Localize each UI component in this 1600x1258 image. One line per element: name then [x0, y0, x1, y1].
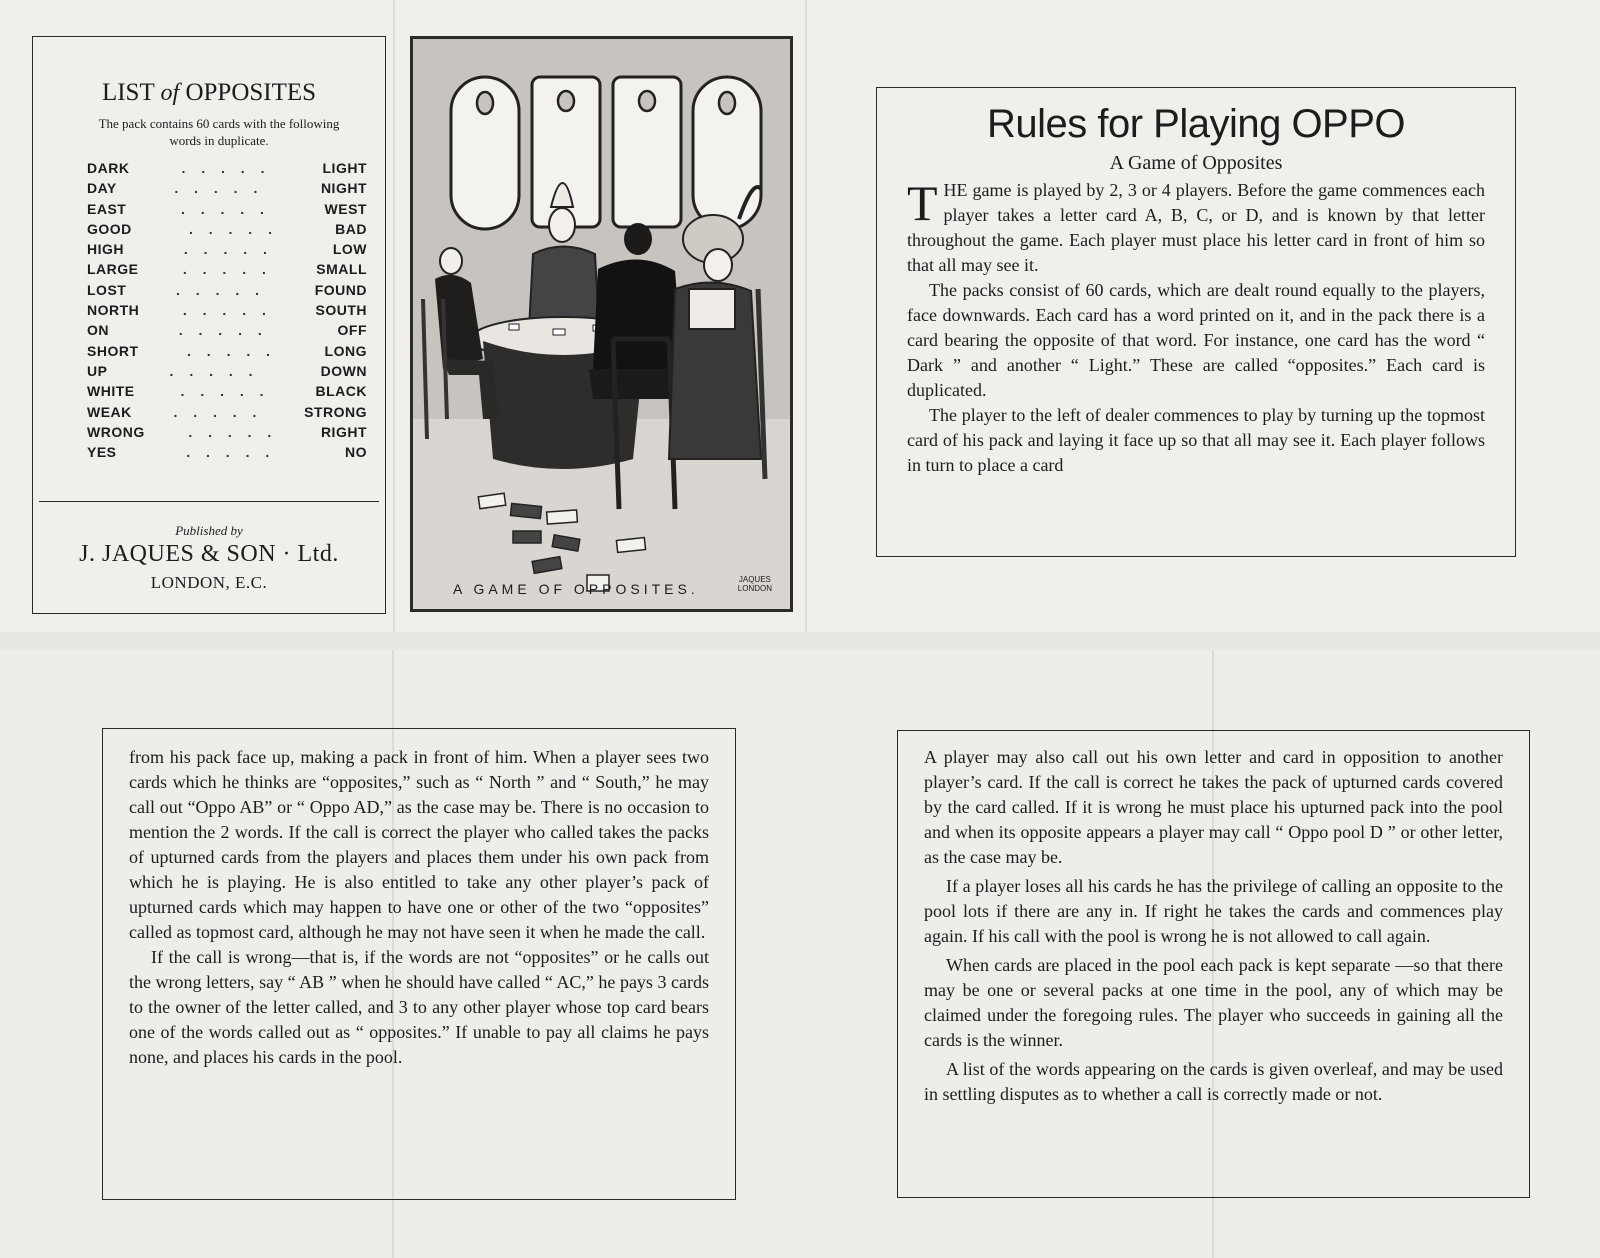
- opposites-table: [87, 158, 367, 462]
- opposite-word-right: SOUTH: [315, 302, 367, 319]
- letter-o-2-hole: [719, 92, 735, 114]
- opposite-word-right: LOW: [332, 241, 367, 258]
- cover-artwork: [413, 39, 790, 609]
- opposite-word-left: ON: [87, 322, 109, 339]
- leader-dots: . . . . .: [173, 403, 263, 420]
- rules-paragraph-2: The packs consist of 60 cards, which are dealt round equally to the players, face downwards. Each card has a word printed on it, and in the pack there is a card bearing the opposite of that word. For instance, one card has the word “ Dark ” and another “ Light.” These are called “opposites.” Each card is duplicated.: [907, 280, 1485, 400]
- leader-dots: . . . . .: [181, 160, 271, 176]
- opposite-word-right: NO: [345, 444, 367, 461]
- publisher-name: J. JAQUES & SON · Ltd.: [79, 541, 339, 567]
- continued-paragraph-2: If the call is wrong—that is, if the words are not “opposites” or he calls out the wrong letters, say “ AB ” when he should have called “ AC,” he pays 3 cards to the owner of the letter called, and 3 to any other player whose top card bears one of the words called out as “ opposites.” If unable to pay all claims he pays none, and places his cards in the pool.: [129, 947, 709, 1067]
- opposite-word-left: NORTH: [87, 302, 140, 319]
- opposite-pair-row: [87, 300, 367, 320]
- opposite-word-right: DOWN: [320, 362, 367, 379]
- maker-line-2: LONDON: [737, 584, 772, 593]
- drop-cap: T: [907, 175, 938, 231]
- rules-paragraph-3: The player to the left of dealer commences to play by turning up the topmost card of his pack and laying it face up so that all may see it. Each player follows in turn to place a card: [907, 405, 1485, 475]
- final-paragraph-2: If a player loses all his cards he has the privilege of calling an opposite to the pool lots if there are any in. If right he takes the cards and commences play again. If his call with the pool is wrong he is not allowed to call again.: [924, 876, 1503, 946]
- opposite-pair-row: [87, 219, 367, 239]
- opposite-pair-row: [87, 442, 367, 462]
- opposite-pair-row: [87, 422, 367, 442]
- final-paragraph-3: When cards are placed in the pool each pack is kept separate —so that there may be one or several packs at one time in the pool, any of which may be claimed under the foregoing rules. The player who succeeds in gaining all the cards is the winner.: [924, 955, 1503, 1050]
- publisher-city: LONDON, E.C.: [150, 573, 268, 592]
- final-paragraph-1: A player may also call out his own letter and card in opposition to another player’s card. If the call is correct he takes the pack of upturned cards covered by the card called. If it is wrong he must place his upturned pack into the pool and when its opposite appears a player may call “ Oppo pool D ” or other letter, as the case may be.: [924, 747, 1503, 867]
- opposite-pair-row: [87, 402, 367, 422]
- rules-subtitle: A Game of Opposites: [1109, 152, 1283, 174]
- list-of-opposites-panel: [32, 36, 386, 614]
- final-paragraph-4: A list of the words appearing on the cards is given overleaf, and may be used in settling disputes as to whether a call is correctly made or not.: [924, 1059, 1503, 1104]
- opposite-pair-row: [87, 199, 367, 219]
- opposite-word-left: GOOD: [87, 220, 132, 237]
- opposite-word-right: LIGHT: [322, 160, 367, 176]
- cover-caption: A GAME OF OPPOSITES.: [453, 581, 699, 597]
- continued-paragraph-1: from his pack face up, making a pack in front of him. When a player sees two cards which he thinks are “opposites,” such as “ North ” and “ South,” he may call out “Oppo AB” or “ Oppo AD,” as the case may be. There is no occasion to mention the 2 words. If the call is correct the player who called takes the packs of upturned cards from the players and places them under his own pack from which he is playing. He is also entitled to take any other player’s pack of upturned cards which may happen to have one or other of the two “opposites” called as topmost card, although he may not have seen it when he made the call.: [129, 747, 709, 942]
- leader-dots: . . . . .: [169, 362, 259, 379]
- opposite-word-left: WHITE: [87, 383, 135, 400]
- leader-dots: . . . . .: [182, 261, 272, 278]
- opposite-pair-row: [87, 361, 367, 381]
- leader-dots: . . . . .: [180, 383, 270, 400]
- opposite-word-left: HIGH: [87, 241, 124, 258]
- rules-paragraph-1: THE game is played by 2, 3 or 4 players. Before the game commences each player takes a letter card A, B, C, or D, and is known by that letter throughout the game. Each player must place his letter card in front of him so that all may see it.: [907, 175, 1485, 275]
- maker-line-1: JAQUES: [738, 575, 771, 584]
- opposite-word-right: FOUND: [314, 281, 367, 298]
- opposite-pair-row: [87, 280, 367, 300]
- opposite-word-right: WEST: [324, 200, 367, 217]
- opposite-pair-row: [87, 381, 367, 401]
- leader-dots: . . . . .: [178, 322, 268, 339]
- opposite-word-right: SMALL: [316, 261, 367, 278]
- rules-continued-panel: [102, 728, 736, 1200]
- leader-dots: . . . . .: [182, 302, 272, 319]
- opposite-pair-row: [87, 320, 367, 340]
- leader-dots: . . . . .: [188, 423, 278, 440]
- opposite-pair-row: [87, 239, 367, 259]
- opposite-word-left: YES: [87, 444, 117, 461]
- opposite-word-right: NIGHT: [320, 180, 367, 197]
- opposite-word-right: BLACK: [315, 383, 367, 400]
- fold-line: [805, 0, 807, 632]
- divider: [39, 501, 379, 502]
- list-intro: The pack contains 60 cards with the following words in duplicate.: [98, 116, 340, 148]
- oppo-title-art: [451, 77, 761, 229]
- leader-dots: . . . . .: [180, 200, 270, 217]
- rules-title: Rules for Playing OPPO: [986, 102, 1406, 146]
- opposite-word-left: WEAK: [87, 403, 132, 420]
- rules-final-body: [924, 745, 1503, 1107]
- leader-dots: . . . . .: [187, 342, 277, 359]
- rules-body: [907, 175, 1485, 478]
- letter-p-2-hole: [639, 91, 655, 111]
- opposite-word-right: LONG: [324, 342, 367, 359]
- rules-panel: [876, 87, 1516, 557]
- list-title: LIST of OPPOSITES: [101, 79, 317, 106]
- opposite-pair-row: [87, 341, 367, 361]
- opposite-word-right: STRONG: [304, 403, 367, 420]
- fold-line: [393, 0, 395, 632]
- opposite-word-right: RIGHT: [320, 423, 367, 440]
- letter-o-1-hole: [477, 92, 493, 114]
- letter-p-1-hole: [558, 91, 574, 111]
- leader-dots: . . . . .: [176, 281, 266, 298]
- leader-dots: . . . . .: [188, 220, 278, 237]
- rules-continued-body: [129, 745, 709, 1070]
- opposite-word-left: SHORT: [87, 342, 139, 359]
- leader-dots: . . . . .: [174, 180, 264, 197]
- opposite-word-left: LOST: [87, 281, 127, 298]
- jaques-maker-mark: [738, 575, 772, 593]
- leader-dots: . . . . .: [183, 241, 273, 258]
- opposite-word-left: LARGE: [87, 261, 139, 278]
- opposite-word-left: UP: [87, 362, 108, 379]
- woman-right-figure: [669, 187, 765, 479]
- opposite-word-left: DAY: [87, 180, 117, 197]
- opposite-pair-row: [87, 259, 367, 279]
- opposite-word-left: WRONG: [87, 423, 145, 440]
- opposite-word-right: BAD: [335, 220, 367, 237]
- leader-dots: . . . . .: [186, 444, 276, 461]
- rules-final-panel: [897, 730, 1530, 1198]
- opposite-word-left: EAST: [87, 200, 127, 217]
- opposite-pair-row: [87, 178, 367, 198]
- opposite-pair-row: [87, 158, 367, 178]
- published-by-label: Published by: [175, 523, 243, 538]
- cover-illustration: [410, 36, 793, 612]
- opposite-word-left: DARK: [87, 160, 130, 176]
- opposite-word-right: OFF: [337, 322, 367, 339]
